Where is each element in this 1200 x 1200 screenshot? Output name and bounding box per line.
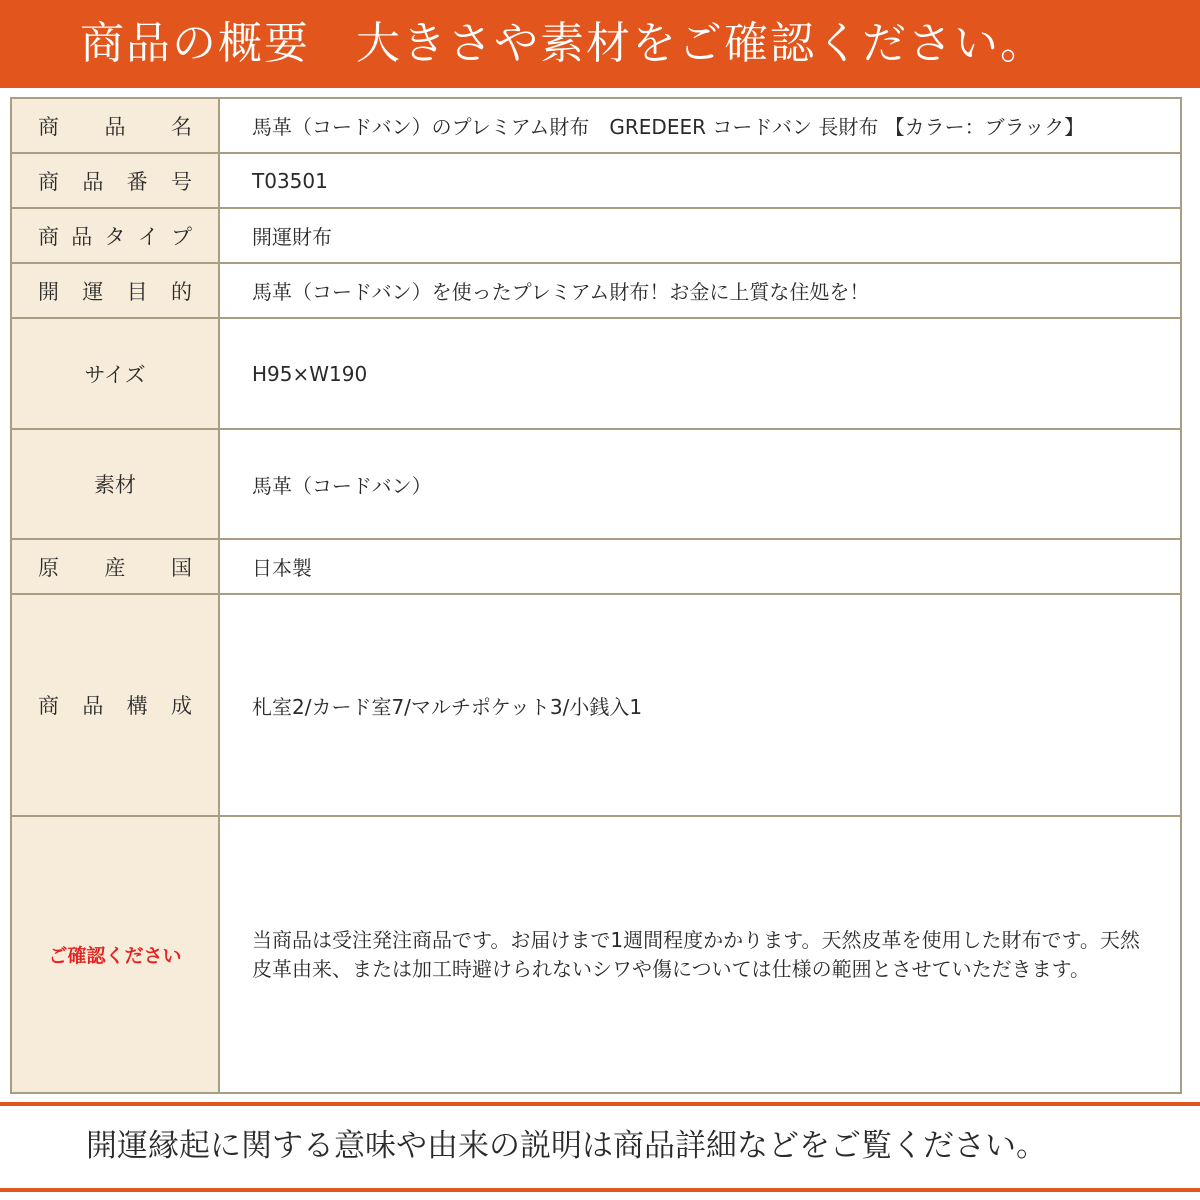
footer-divider-bottom (0, 1188, 1200, 1192)
spec-row-origin (11, 539, 1181, 594)
spec-label-product-type: 商 品 タ イ プ (11, 208, 219, 263)
footer-note: 開運縁起に関する意味や由来の説明は商品詳細などをご覧ください。 (86, 1128, 1047, 1164)
spec-label-notice: ご確認ください (11, 816, 219, 1093)
spec-value-material: 馬革（コードバン） (219, 429, 1181, 539)
spec-value-product-type: 開運財布 (219, 208, 1181, 263)
spec-value-product-number: T03501 (219, 153, 1181, 208)
footer-divider-top (0, 1102, 1200, 1106)
spec-row-notice (11, 816, 1181, 1093)
spec-row-composition (11, 594, 1181, 816)
spec-value-size: H95×W190 (219, 318, 1181, 429)
spec-label-origin: 原 産 国 (11, 539, 219, 594)
spec-label-composition: 商 品 構 成 (11, 594, 219, 816)
spec-row-product-name (11, 98, 1181, 153)
spec-label-product-name: 商 品 名 (11, 98, 219, 153)
spec-value-composition: 札室2/カード室7/マルチポケット3/小銭入1 (219, 594, 1181, 816)
spec-row-size (11, 318, 1181, 429)
spec-row-material (11, 429, 1181, 539)
spec-label-product-number: 商 品 番 号 (11, 153, 219, 208)
spec-value-product-name: 馬革（コードバン）のプレミアム財布 GREDEER コードバン 長財布 【カラー：ブラック】 (219, 98, 1181, 153)
product-spec-table (10, 97, 1182, 1094)
spec-row-purpose (11, 263, 1181, 318)
spec-value-origin: 日本製 (219, 539, 1181, 594)
spec-value-notice: 当商品は受注発注商品です。お届けまで1週間程度かかります。天然皮革を使用した財布です。天然皮革由来、または加工時避けられないシワや傷については仕様の範囲とさせていただきます。 (219, 816, 1181, 1093)
header-banner (0, 0, 1200, 88)
page-title: 商品の概要 大きさや素材をご確認ください。 (80, 18, 1046, 69)
spec-row-product-type (11, 208, 1181, 263)
spec-row-product-number (11, 153, 1181, 208)
spec-label-purpose: 開 運 目 的 (11, 263, 219, 318)
spec-label-size: サイズ (11, 318, 219, 429)
spec-label-material: 素材 (11, 429, 219, 539)
spec-value-purpose: 馬革（コードバン）を使ったプレミアム財布！お金に上質な住処を！ (219, 263, 1181, 318)
